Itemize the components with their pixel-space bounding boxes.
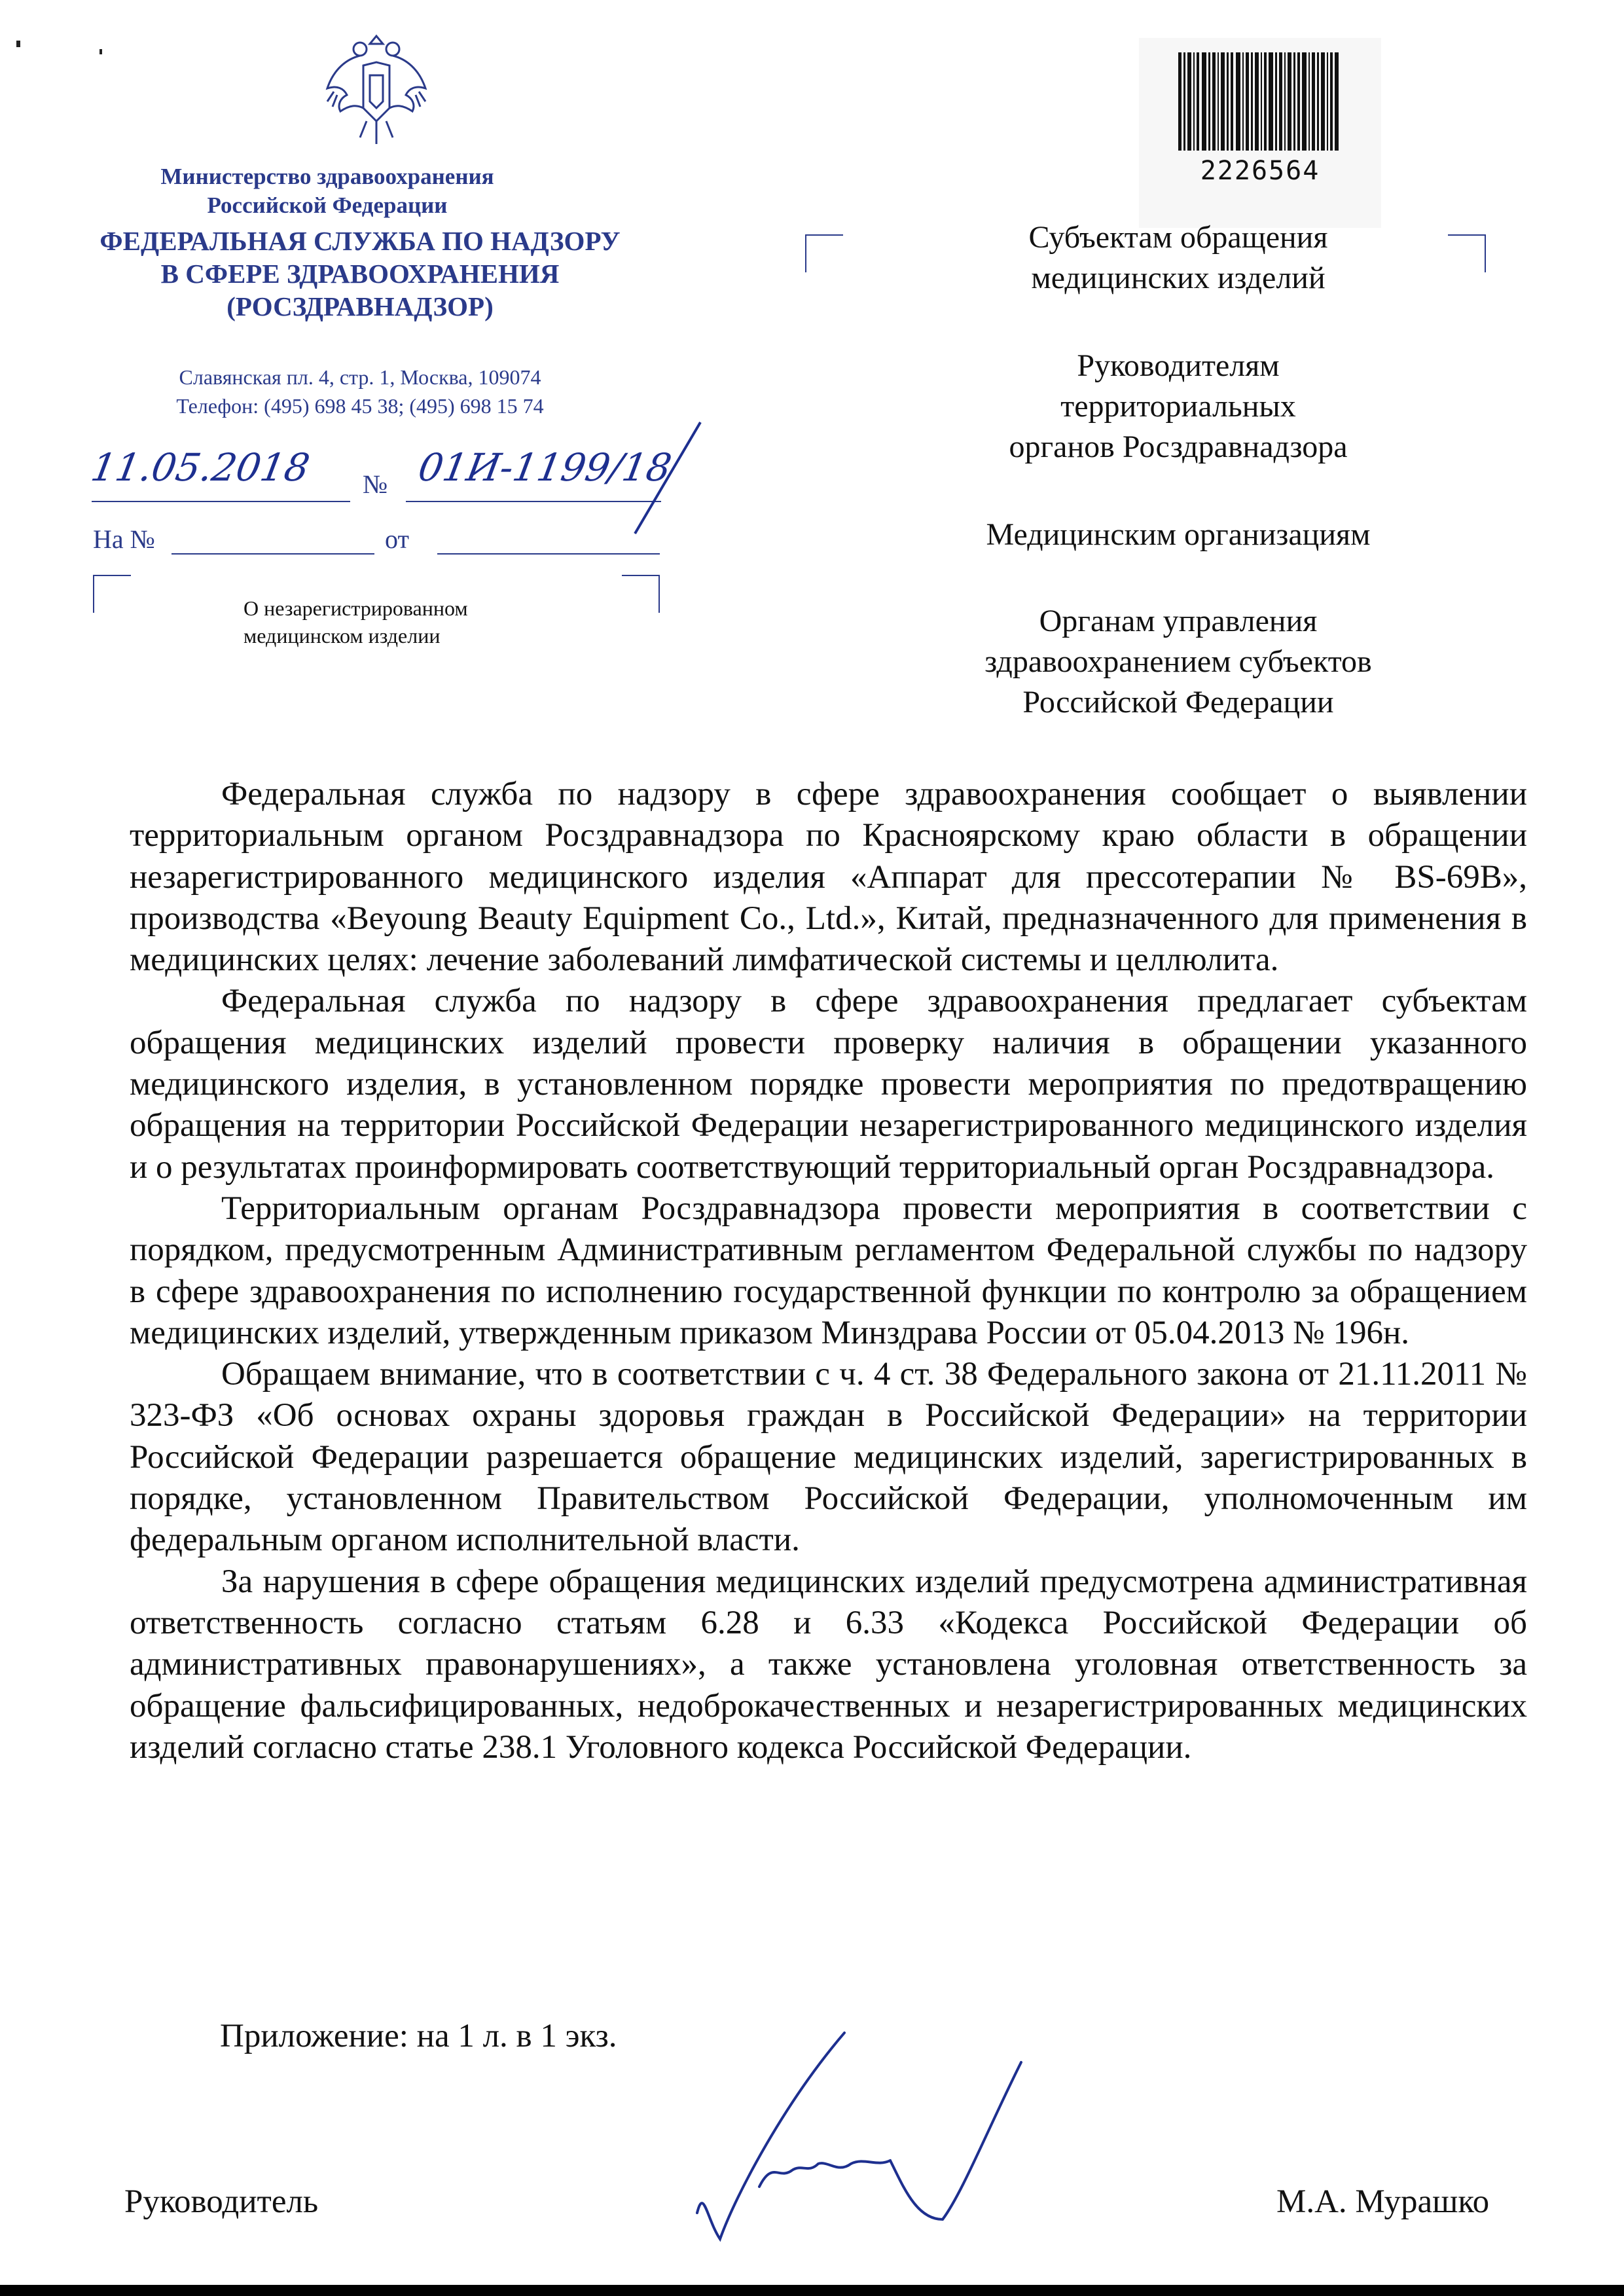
coat-of-arms-icon [321,29,432,154]
recipient-block [903,601,1453,723]
number-label: № [363,469,388,499]
reply-number-line [171,553,374,555]
paragraph: За нарушения в сфере обращения медицинских изделий предусмотрена административная ответственность согласно статьям 6.28 и 6.33 «Кодекса Российской Федерации об административных правонарушениях», а также установлена уголовная ответственность за обращение фальсифицированных, недоброкачественных и незарегистрированных медицинских изделий согласно статье 238.1 Уголовного кодекса Российской Федерации. [130,1563,1527,1766]
service-line: В СФЕРЕ ЗДРАВООХРАНЕНИЯ [160,259,560,289]
recipient-line: территориальных [1060,389,1296,424]
recipient-line: Руководителям [1077,348,1280,383]
subject-bracket-left [93,575,131,613]
signer-role: Руководитель [124,2183,319,2220]
signer-name: М.А. Мурашко [1276,2183,1490,2220]
scan-speck [99,49,102,54]
barcode-number: 2226564 [1200,156,1320,186]
scan-edge [0,2285,1624,2296]
ministry-line: Министерство здравоохранения [160,164,494,189]
phone: Телефон: (495) 698 45 38; (495) 698 15 74 [176,394,544,418]
paragraph: Федеральная служба по надзору в сфере здравоохранения сообщает о выявлении территориальным органом Росздравнадзора по Красноярскому краю области в обращении незарегистрированного медицинского изделия «Аппарат для прессотерапии № BS-69B», производства «Beyoung Beauty Equipment Co., Ltd.», Китай, предназначенного для применения в медицинских целях: лечение заболеваний лимфатической системы и целлюлита. [130,776,1527,979]
paragraph: Обращаем внимание, что в соответствии с ч. 4 ст. 38 Федерального закона от 21.11.2011 № 323-ФЗ «Об основах охраны здоровья граждан в Российской Федерации» на территории Российской Федерации разрешается обращение медицинских изделий, зарегистрированных в порядке, установленном Правительством Российской Федерации, уполномоченным им федеральным органом исполнительной власти. [130,1356,1527,1559]
subject-line: медицинском изделии [244,624,441,647]
recipient-line: Органам управления [1039,604,1318,638]
ministry-line: Российской Федерации [207,192,448,218]
ministry-name [92,162,563,220]
paragraph: Федеральная служба по надзору в сфере здравоохранения предлагает субъектам обращения медицинских изделий провести проверку наличия в обращении указанного медицинского изделия, в установленном порядке провести мероприятия по предотвращению обращения на территории Российской Федерации незарегистрированного медицинского изделия и о результатах проинформировать соответствующий территориальный орган Росздравнадзора. [130,983,1527,1186]
scan-speck [16,41,20,47]
from-label: от [385,524,409,554]
recipient-block [903,346,1453,467]
recipient-block [903,515,1453,555]
recipient-line: Медицинским организациям [986,517,1371,552]
subject-line: О незарегистрированном [244,596,468,620]
contact-block [59,363,661,420]
recipient-bracket-left [805,234,843,272]
from-date-line [437,553,660,555]
subject-bracket-right [622,575,660,613]
service-line: ФЕДЕРАЛЬНАЯ СЛУЖБА ПО НАДЗОРУ [99,226,621,256]
paragraph: Территориальным органам Росздравнадзора провести мероприятия в соответствии с порядком, предусмотренным Административным регламентом Федеральной службы по надзору в сфере здравоохранения по исполнению государственной функции по контролю за обращением медицинских изделий, утвержденным приказом Минздрава России от 05.04.2013 № 196н. [130,1190,1527,1351]
registration-date: 11.05.2018 [88,445,314,490]
recipient-line: здравоохранением субъектов [984,644,1372,679]
signature-image [681,2023,1047,2246]
date-underline [92,501,350,502]
service-line: (РОСЗДРАВНАДЗОР) [226,291,494,321]
barcode-bars [1178,52,1342,151]
address: Славянская пл. 4, стр. 1, Москва, 109074 [179,365,541,389]
service-name [59,225,661,323]
recipient-block [903,217,1453,299]
recipient-line: Субъектам обращения [1028,220,1328,255]
recipient-line: Российской Федерации [1022,685,1334,720]
recipient-line: медицинских изделий [1031,261,1326,295]
reply-number-label: На № [93,524,155,554]
barcode [1139,38,1381,228]
registration-number: 01И-1199/18 [415,445,675,490]
attachment-note: Приложение: на 1 л. в 1 экз. [220,2018,617,2054]
recipient-bracket-right [1448,234,1486,272]
letter-body [130,774,1527,1768]
recipient-line: органов Росздравнадзора [1009,429,1348,464]
slash-stroke [622,419,713,537]
subject [244,594,468,649]
